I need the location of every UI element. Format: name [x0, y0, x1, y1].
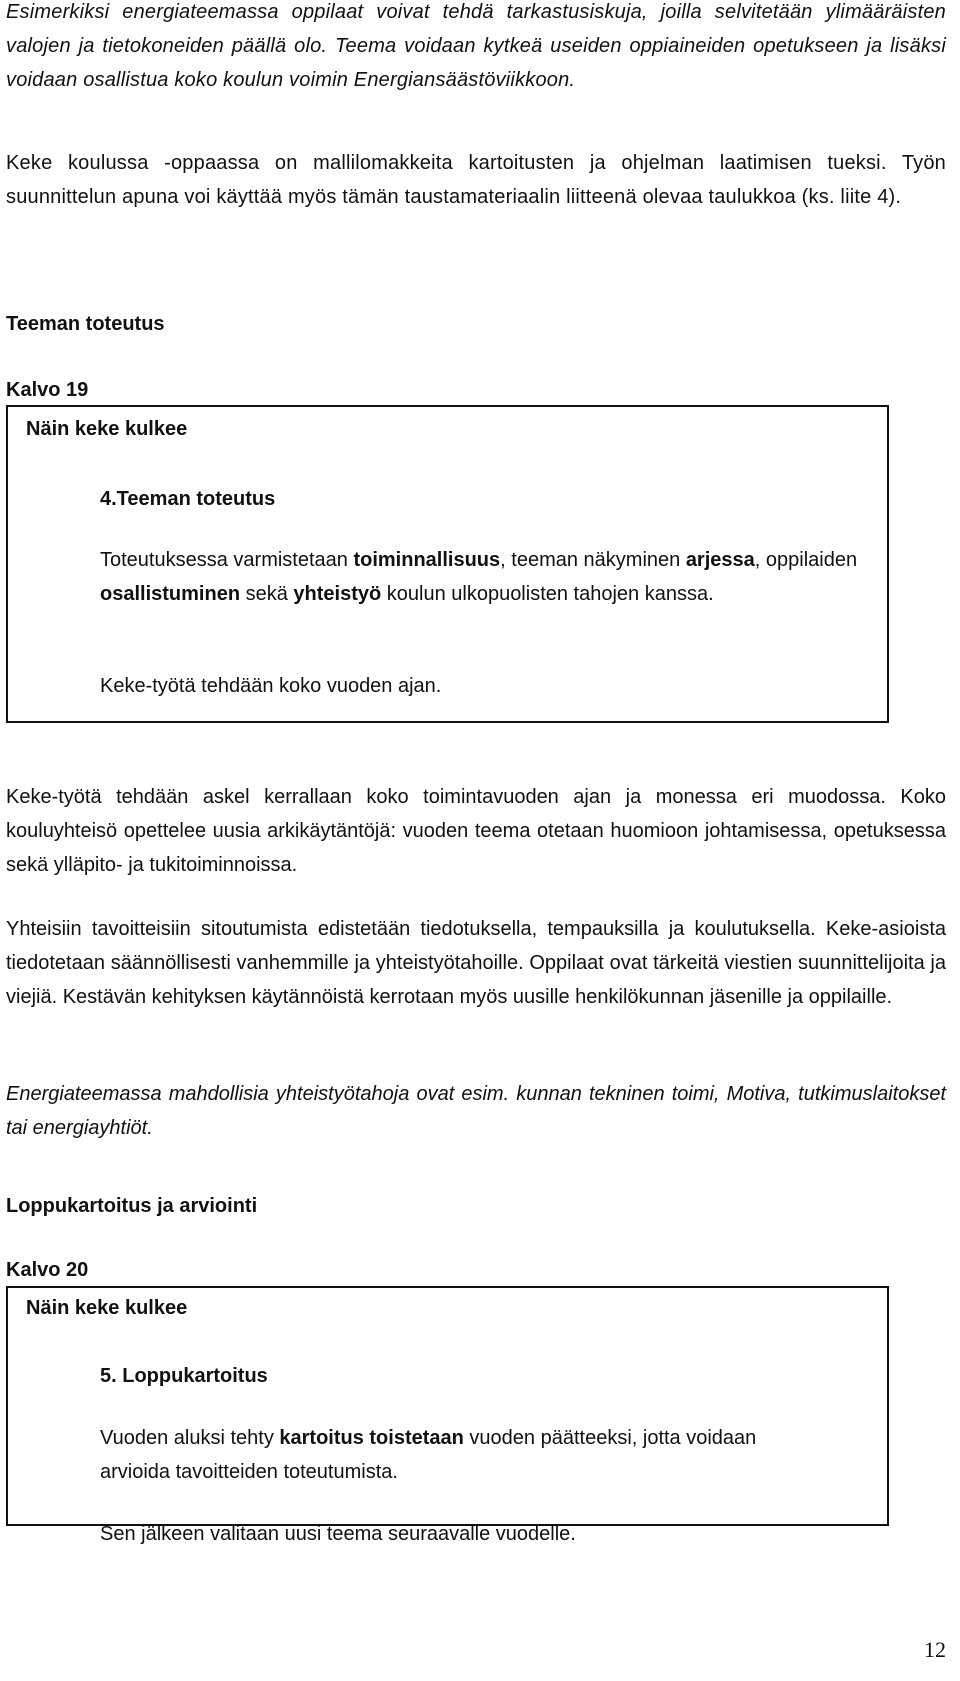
slide-20-text-2: vuoden päätteeksi, jotta voidaan arvioida tavoitteiden toteutumista.	[100, 1427, 757, 1483]
tyon-suunnittelun-text: Työn suunnittelun apuna voi käyttää myös tämän taustamateriaalin liitteenä olevaa taulukkoa (ks. liite 4).	[6, 152, 946, 208]
slide-20-title: Näin keke kulkee	[26, 1297, 188, 1319]
keke-koulussa-paragraph	[6, 146, 946, 214]
slide-19-text-3: , oppilaiden	[754, 549, 858, 571]
slide-19-bold-4: yhteistyö	[293, 583, 382, 605]
slide-19-bold-2: arjessa	[685, 549, 755, 571]
yhteisiin-paragraph: Yhteisiin tavoitteisiin sitoutumista edistetään tiedotuksella, tempauksilla ja koulutuksella. Keke-asioista tiedotetaan säännöllisesti vanhemmille ja yhteistyötahoille. Oppilaat ovat tärkeitä viestien suunnittelijoita ja viejiä. Kestävän kehityksen käytännöistä kerrotaan myös uusille henkilökunnan jäsenille ja oppilaille.	[6, 918, 946, 1008]
slide-20-subtitle: 5. Loppukartoitus	[100, 1365, 268, 1387]
page-number: 12	[924, 1637, 946, 1662]
slide-19-bold-3: osallistuminen	[100, 583, 241, 605]
kalvo-19-label: Kalvo 19	[6, 379, 89, 401]
slide-19-bold-1: toiminnallisuus	[353, 549, 501, 571]
slide-19-text-2: , teeman näkyminen	[500, 549, 686, 571]
slide-19-body	[100, 543, 870, 611]
slide-20-body	[100, 1421, 760, 1489]
intro-paragraph: Esimerkiksi energiateemassa oppilaat voivat tehdä tarkastusiskuja, joilla selvitetään ylimääräisten valojen ja tietokoneiden päällä olo. Teema voidaan kytkeä useiden oppiaineiden opetukseen ja lisäksi voidaan osallistua koko koulun voimin Energiansäästöviikkoon.	[6, 1, 946, 91]
slide-19-box	[6, 405, 889, 723]
slide-19-subtitle: 4.Teeman toteutus	[100, 488, 276, 510]
slide-20-line-2: Sen jälkeen valitaan uusi teema seuraavalle vuodelle.	[100, 1523, 576, 1545]
keke-tyota-paragraph: Keke-työtä tehdään askel kerrallaan koko toimintavuoden ajan ja monessa eri muodossa. Koko kouluyhteisö opettelee uusia arkikäytäntöjä: vuoden teema otetaan huomioon johtamisessa, opetuksessa sekä ylläpito- ja tukitoiminnoissa.	[6, 786, 946, 876]
kalvo-20-label: Kalvo 20	[6, 1259, 89, 1281]
slide-20-text-1: Vuoden aluksi tehty	[100, 1427, 280, 1449]
slide-19-text-1: Toteutuksessa varmistetaan	[100, 549, 354, 571]
keke-koulussa-text: Keke koulussa -oppaassa on mallilomakkeita kartoitusten ja ohjelman laatimisen tueksi.	[6, 152, 887, 174]
slide-19-title: Näin keke kulkee	[26, 418, 188, 440]
heading-teeman-toteutus: Teeman toteutus	[6, 313, 165, 335]
energiateemassa-paragraph: Energiateemassa mahdollisia yhteistyötahoja ovat esim. kunnan tekninen toimi, Motiva, tutkimuslaitokset tai energiayhtiöt.	[6, 1083, 946, 1139]
slide-19-line-2: Keke-työtä tehdään koko vuoden ajan.	[100, 675, 442, 697]
slide-19-text-4: sekä	[240, 583, 294, 605]
heading-loppukartoitus: Loppukartoitus ja arviointi	[6, 1195, 258, 1217]
slide-20-box	[6, 1286, 889, 1545]
slide-20-bold-1: kartoitus toistetaan	[279, 1427, 464, 1449]
slide-19-text-5: koulun ulkopuolisten tahojen kanssa.	[381, 583, 714, 605]
